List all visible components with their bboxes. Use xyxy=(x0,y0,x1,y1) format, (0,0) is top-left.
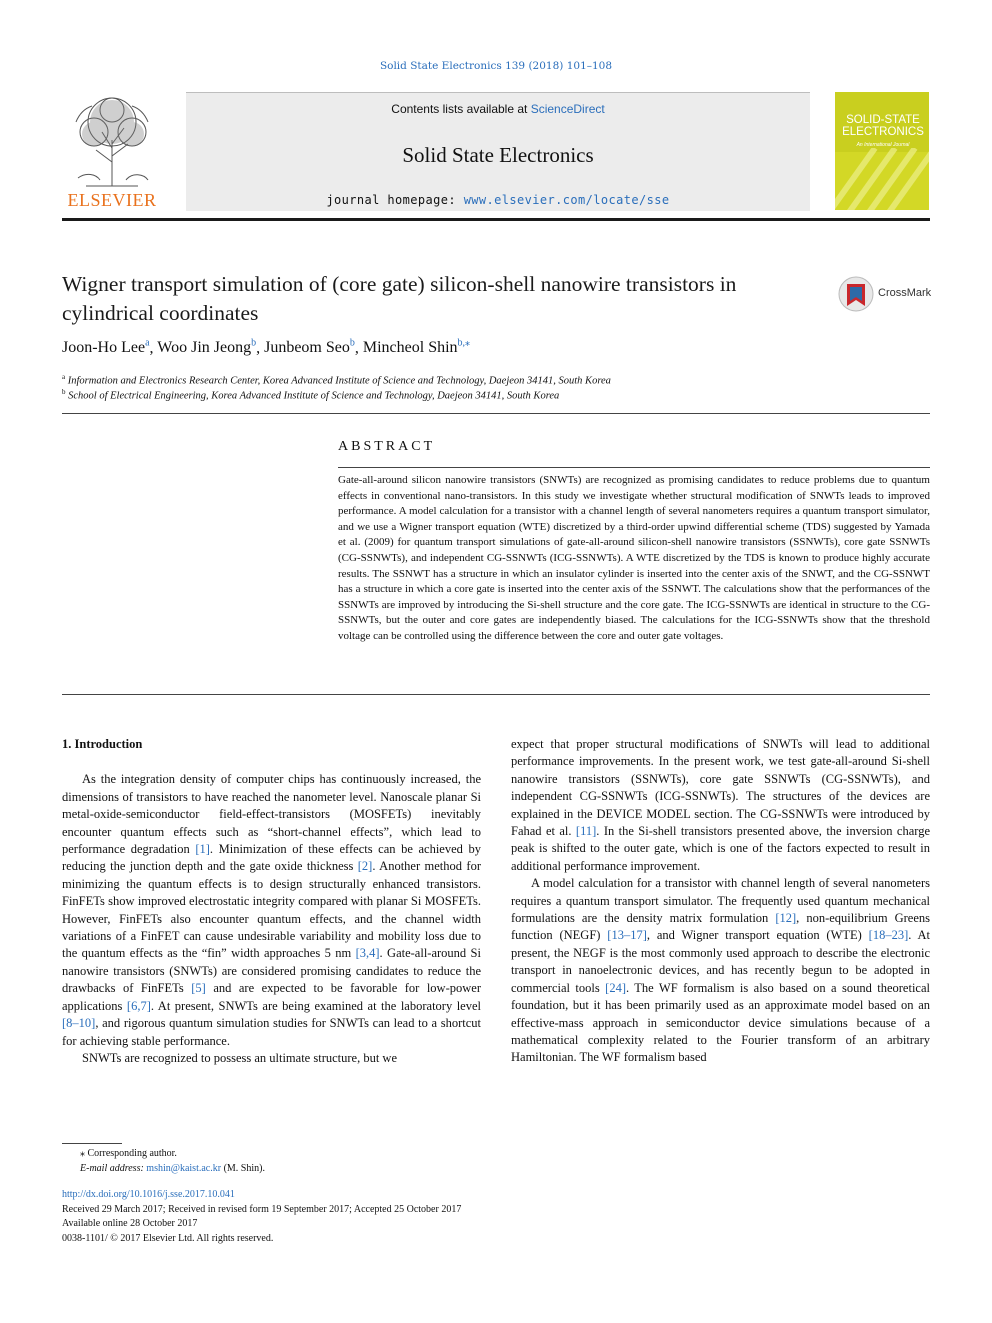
citation-link[interactable]: [5] xyxy=(191,981,206,996)
body-text: . Minimization of these effects can be achieved by reducing the junction depth and the gate oxide thickness xyxy=(62,842,481,874)
crossmark-icon xyxy=(838,276,874,312)
body-text: . Another method for minimizing the quantum effects is to design structurally enhanced transistors. FinFETs show improved electrostatic integrity compared with planar Si MOSFETs. However, FinFETs also encounter quantum effects, and the channel width variations of a FinFET can cause undesirable variability and mobility loss due to the quantum effects as the “fin” width approaches 5 nm xyxy=(62,859,482,961)
journal-cover[interactable] xyxy=(835,92,929,210)
crossmark-badge[interactable] xyxy=(838,276,938,312)
available-online: Available online 28 October 2017 xyxy=(62,1218,198,1229)
homepage-prefix: journal homepage: xyxy=(326,193,464,207)
body-text: . Gate-all-around Si nanowire transistors (SNWTs) are considered promising candidates to reduce the drawbacks of FinFETs xyxy=(62,946,481,996)
body-text: A model calculation for a transistor with channel length of several nanometers requires a quantum transport simulator. The frequently used quantum mechanical formulations are the density matrix formulation xyxy=(511,876,930,926)
author[interactable]: Junbeom Seo$^b$ xyxy=(264,338,355,357)
citation-link[interactable]: [13–17] xyxy=(607,928,647,943)
elsevier-logo[interactable] xyxy=(62,92,162,212)
doi-link[interactable]: http://dx.doi.org/10.1016/j.sse.2017.10.041 xyxy=(62,1189,235,1200)
body-text: SNWTs are recognized to possess an ultimate structure, but we xyxy=(82,1050,398,1065)
body-text: , and rigorous quantum simulation studies for SNWTs can lead to a shortcut for achieving stable performance. xyxy=(62,1016,481,1048)
body-paragraph xyxy=(511,875,930,1066)
footnotes xyxy=(62,1146,922,1176)
body-text: . The WF formalism is also based on a sound theoretical foundation, but it has been primarily used as an approximate model based on an effective-mass approach in semiconductor device simulations because of a mathematical complexity related to the Fourier transform of an arbitrary Hamiltonian. The WF formalism based xyxy=(511,980,930,1065)
received-dates: Received 29 March 2017; Received in revised form 19 September 2017; Accepted 25 October 2017 xyxy=(62,1203,462,1215)
body-column-left xyxy=(62,736,481,1067)
divider xyxy=(338,467,930,468)
citation-link[interactable]: [6,7] xyxy=(126,998,151,1013)
affiliation: $^b$ School of Electrical Engineering, Korea Advanced Institute of Science and Technology, Daejeon 34141, South Korea xyxy=(62,388,560,402)
copyright: 0038-1101/ © 2017 Elsevier Ltd. All rights reserved. xyxy=(62,1232,274,1244)
email-link[interactable]: mshin@kaist.ac.kr xyxy=(146,1163,222,1174)
tree-logo-icon xyxy=(66,92,158,188)
body-text: . In the Si-shell transistors presented above, the inversion charge peak is shifted to the outer gate, which is one of the factors expected to result in additional performance improvement. xyxy=(511,824,930,873)
citation-link[interactable]: [11] xyxy=(575,824,597,839)
cover-stripes xyxy=(835,148,929,210)
affiliation: $^a$ Information and Electronics Research Center, Korea Advanced Institute of Science and Technology, Daejeon 34141, South Korea xyxy=(62,373,611,387)
body-text: , and Wigner transport equation (WTE) xyxy=(646,928,869,943)
sciencedirect-link[interactable]: ScienceDirect xyxy=(530,102,605,116)
email-note: E-mail address: mshin@kaist.ac.kr (M. Shin). xyxy=(80,1163,265,1174)
contents-line xyxy=(186,102,810,116)
body-text: , non-equilibrium Greens function (NEGF) xyxy=(511,911,930,943)
citation-link[interactable]: [1] xyxy=(195,842,210,857)
author[interactable]: Woo Jin Jeong$^b$ xyxy=(157,338,257,357)
body-column-right xyxy=(511,736,930,1067)
citation-link[interactable]: [2] xyxy=(357,859,373,874)
abstract-heading: ABSTRACT xyxy=(338,439,436,454)
body-text: . At present, the NEGF is the most commonly used approach to describe the electronic transport in nanoelectronic devices, and has recently begun to be adopted in commercial tools xyxy=(511,928,930,995)
section-heading: 1. Introduction xyxy=(62,737,143,751)
footnote-divider xyxy=(62,1143,122,1144)
body-paragraph xyxy=(511,736,930,875)
article-title: Wigner transport simulation of (core gate) silicon-shell nanowire transistors in cylindrical coordinates xyxy=(62,272,737,325)
cover-subtitle: An International Journal xyxy=(856,142,910,148)
journal-header xyxy=(186,92,810,211)
elsevier-wordmark: ELSEVIER xyxy=(67,190,157,210)
body-paragraph xyxy=(62,771,481,1050)
homepage-line xyxy=(186,193,810,207)
citation-link[interactable]: [18–23] xyxy=(868,928,909,943)
body-text: As the integration density of computer chips has continuously increased, the dimensions of transistors to have reached the nanometer level. Nanoscale planar Si metal-oxide-semiconductor field-effect-transistors (MOSFETs) inevitably encounter quantum effects such as “short-channel effects”, which lead to performance degradation xyxy=(62,772,481,857)
crossmark-label: CrossMark xyxy=(878,287,932,299)
abstract-text: Gate-all-around silicon nanowire transistors (SNWTs) are recognized as promising candidates to reduce problems due to quantum effects in conventional nano-transistors. In this study we investigate whether structural modification of SNWTs leads to improved performance. A model calculation for a transistor with a channel length of several nanometers requires a quantum transport simulator, and we use a Wigner transport equation (WTE) discretized by a third-order upwind differential scheme (TDS) suggested by Yamada et al. (2009) for quantum transport simulations of gate-all-around silicon-shell nanowire transistors (SSNWTs), core gate SSNWTs (CG-SSNWTs), and independent CG-SSNWTs (ICG-SSNWTs). A WTE discretized by the TDS is known to produce highly accurate results. The SSNWT has a structure in which an insulator cylinder is inserted into the center axis of the SNWT, and the CG-SSNWT has a structure in which a core gate is inserted into the center axis of the SSNWT. The calculations show that the performances of the SSNWTs are improved by introducing the Si-shell structure and the core gate. The ICG-SSNWTs are identical in structure to the CG-SSNWTs, but the outer and core gates are independently biased. The calculations for the ICG-SSNWTs show that the threshold voltage can be controlled using the difference between the core and outer gate voltages. xyxy=(338,474,930,642)
divider xyxy=(62,694,930,695)
homepage-link[interactable]: www.elsevier.com/locate/sse xyxy=(463,193,670,207)
citation-link[interactable]: [8–10] xyxy=(62,1016,96,1031)
header-divider xyxy=(62,218,930,221)
author-list: Joon-Ho Lee$^a$, Woo Jin Jeong$^b$, Junbeom Seo$^b$, Mincheol Shin$^{b,⁎}$ xyxy=(62,338,471,357)
citation-link[interactable]: [12] xyxy=(775,911,797,926)
body-text: and are expected to be favorable for low-power applications xyxy=(62,981,481,1013)
body-paragraph xyxy=(62,1050,481,1067)
citation-link[interactable]: [3,4] xyxy=(355,946,380,961)
cover-title: SOLID-STATE ELECTRONICS xyxy=(842,114,924,138)
contents-prefix: Contents lists available at xyxy=(391,102,531,116)
journal-name: Solid State Electronics xyxy=(402,143,594,167)
journal-citation[interactable]: Solid State Electronics 139 (2018) 101–108 xyxy=(379,60,613,72)
corresponding-author-note: ⁎ Corresponding author. xyxy=(80,1148,177,1159)
author[interactable]: Joon-Ho Lee$^a$ xyxy=(62,338,150,357)
author[interactable]: Mincheol Shin$^{b,⁎}$ xyxy=(362,338,471,357)
body-text: expect that proper structural modifications of SNWTs will lead to additional performance improvements. In the present work, we test gate-all-around Si-shell nanowire transistors (SSNWTs), core gate SSNWTs (CG-SSNWTs), and independent CG-SSNWTs (ICG-SSNWTs). The structures of the devices are explained in the DEVICE MODEL section. The CG-SSNWTs were introduced by Fahad et al. xyxy=(511,737,930,839)
citation-link[interactable]: [24] xyxy=(605,980,626,995)
publication-info xyxy=(62,1188,922,1246)
body-text: . At present, SNWTs are being examined at the laboratory level xyxy=(150,998,481,1013)
divider xyxy=(62,413,930,414)
